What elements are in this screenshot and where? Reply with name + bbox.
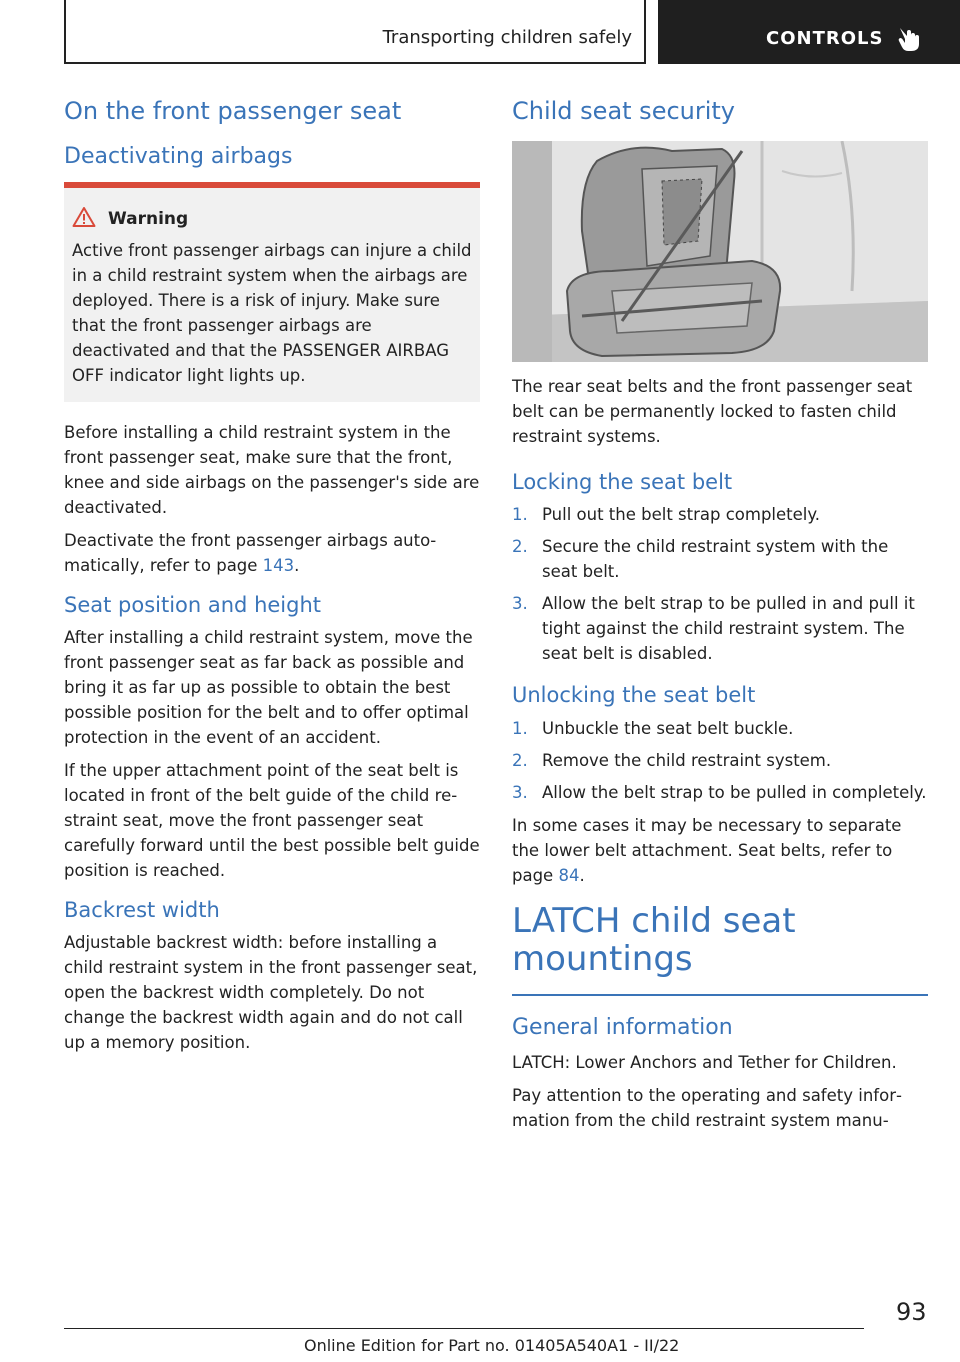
header-section-tab	[64, 0, 646, 64]
list-item: 2. Remove the child restraint system.	[512, 750, 832, 770]
list-item: 1. Unbuckle the seat belt buckle.	[512, 718, 794, 738]
hand-pointing-icon	[896, 26, 920, 56]
list-item: 3. Allow the belt strap to be pulled in and pull it tight against the child restraint system. The seat belt is disabled.	[512, 594, 915, 664]
paragraph-before-installing: Before installing a child restraint system in the front passenger seat, make sure that the front, knee and side airbags on the passenger's side are deactivated.	[64, 422, 480, 517]
warning-text: Active front passenger airbags can injure a child in a child restraint system when the airbags are deployed. There is a risk of injury. Make sure that the front passenger airbags are deactivated and that the PASSENGER AIRBAG OFF indicator light lights up.	[72, 240, 472, 385]
paragraph-separate-lower-belt: In some cases it may be necessary to separate the lower belt attachment. Seat belts, refer to page 84.	[512, 815, 902, 885]
heading-seat-position: Seat position and height	[64, 592, 322, 617]
page-link-143[interactable]: 143	[262, 555, 295, 575]
heading-general-information: General information	[512, 1014, 733, 1040]
list-item: 1. Pull out the belt strap completely.	[512, 505, 821, 525]
warning-triangle-icon	[72, 206, 96, 232]
child-seat-photo	[512, 141, 928, 362]
footer-divider	[64, 1328, 864, 1329]
right-column	[512, 96, 928, 1141]
page-link-84[interactable]: 84	[558, 865, 580, 885]
footer-edition: Online Edition for Part no. 01405A540A1 - II/22	[304, 1336, 680, 1355]
unlocking-steps-list	[512, 716, 928, 805]
heading-backrest-width: Backrest width	[64, 898, 220, 923]
heading-deactivating-airbags: Deactivating airbags	[64, 144, 293, 170]
paragraph-deactivate-automatically: Deactivate the front passenger airbags automatically, refer to page 143.	[64, 530, 437, 575]
list-item: 2. Secure the child restraint system with the seat belt.	[512, 537, 889, 582]
section-title: Transporting children safely	[382, 27, 632, 48]
heading-latch-mountings: LATCH child seat mountings	[512, 902, 928, 996]
left-column	[64, 96, 480, 1063]
paragraph-upper-attachment: If the upper attachment point of the seat belt is located in front of the belt guide of the child restraint seat, move the front passenger seat carefully forward until the best possible belt guide position is reached.	[64, 761, 480, 881]
header-chapter-tab	[658, 0, 960, 64]
warning-label: Warning	[108, 208, 189, 229]
heading-front-passenger-seat: On the front passenger seat	[64, 97, 402, 125]
heading-unlocking-seat-belt: Unlocking the seat belt	[512, 683, 756, 708]
paragraph-backrest-width: Adjustable backrest width: before installing a child restraint system in the front passenger seat, open the backrest width completely. Do not change the backrest width again and do not call up a memory position.	[64, 933, 478, 1053]
heading-locking-seat-belt: Locking the seat belt	[512, 470, 733, 495]
list-item: 3. Allow the belt strap to be pulled in completely.	[512, 782, 927, 802]
paragraph-seat-position: After installing a child restraint system, move the front passenger seat as far back as possible and bring it as far up as possible to obtain the best possible position for the belt and to offer optimal protection in the event of an accident.	[64, 628, 473, 748]
paragraph-latch-definition: LATCH: Lower Anchors and Tether for Children.	[512, 1053, 897, 1073]
heading-child-seat-security: Child seat security	[512, 97, 736, 125]
locking-steps-list	[512, 502, 928, 666]
warning-box	[64, 182, 480, 402]
paragraph-pay-attention: Pay attention to the operating and safety information from the child restraint system manu-	[512, 1086, 902, 1131]
paragraph-rear-seat-belts: The rear seat belts and the front passenger seat belt can be permanently locked to fasten child restraint systems.	[512, 377, 913, 447]
chapter-title: CONTROLS	[766, 28, 884, 49]
page-number: 93	[896, 1298, 927, 1326]
